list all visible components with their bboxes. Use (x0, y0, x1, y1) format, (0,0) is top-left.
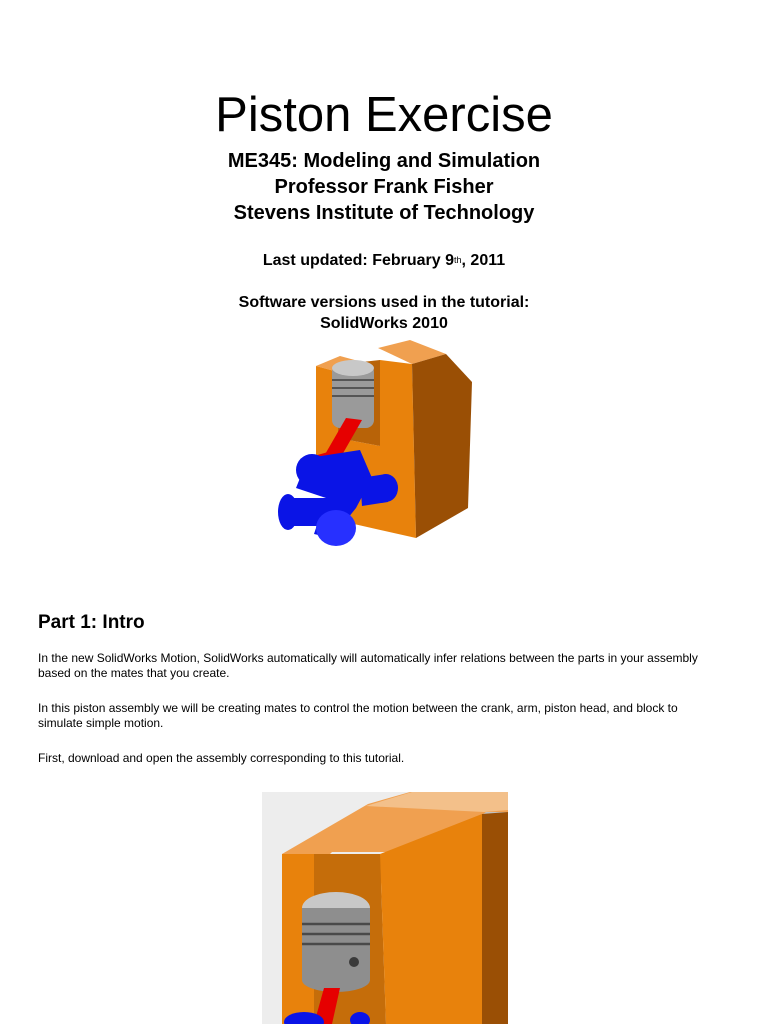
software-label: Software versions used in the tutorial: (238, 294, 530, 311)
crank-shaft-highlight (316, 510, 356, 546)
ordinal-suffix: th (454, 255, 462, 265)
software-versions (0, 292, 768, 334)
intro-paragraph-1: In the new SolidWorks Motion, SolidWorks automatically will automatically infer relations between the parts in your assembly based on the mates that you create. (38, 651, 698, 680)
page-title: Piston Exercise (215, 87, 553, 142)
crank-shaft-extension (360, 474, 388, 506)
last-updated-date: Last updated: February 9 (262, 252, 455, 269)
intro-paragraph-2: In this piston assembly we will be creating mates to control the motion between the crank, arm, piston head, and block to simulate simple motion. (38, 701, 678, 730)
piston-top (332, 360, 374, 376)
block-side (412, 354, 472, 538)
institution-name: Stevens Institute of Technology (233, 202, 535, 224)
piston-block-closeup-figure (262, 792, 508, 1024)
section-heading: Part 1: Intro (38, 611, 145, 633)
last-updated-year: , 2011 (461, 252, 506, 269)
software-name: SolidWorks 2010 (320, 315, 448, 332)
professor-name: Professor Frank Fisher (274, 176, 494, 198)
piston-assembly-figure (276, 338, 488, 560)
last-updated (0, 250, 768, 272)
block-side (482, 812, 508, 1024)
intro-paragraph-3: First, download and open the assembly corresponding to this tutorial. (38, 751, 405, 765)
course-info (0, 148, 768, 226)
course-name: ME345: Modeling and Simulation (227, 150, 541, 172)
piston-pin (349, 957, 359, 967)
